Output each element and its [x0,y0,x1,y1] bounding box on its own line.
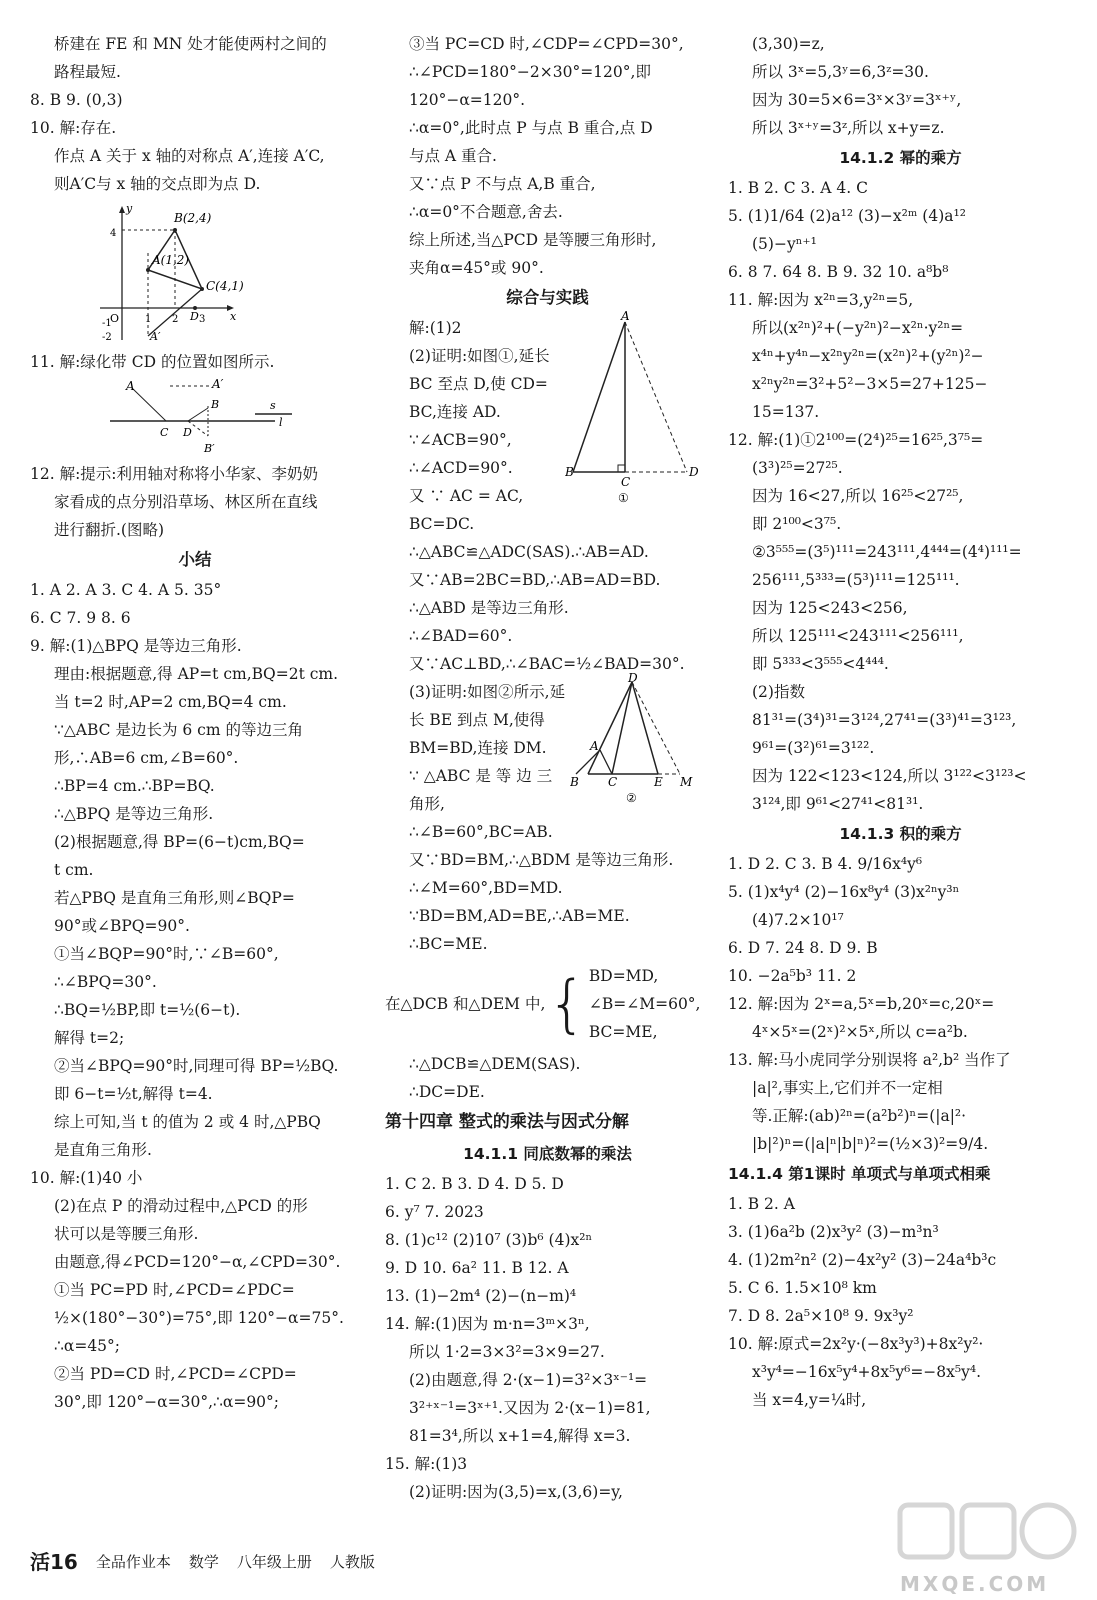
text-line: 则A′C与 x 轴的交点即为点 D. [54,175,261,193]
text-line: BC=DC. [409,515,475,533]
text-line: 5. C 6. 1.5×10⁸ km [728,1279,877,1297]
text-line: 4. (1)2m²n² (2)−4x²y² (3)−24a⁴b³c [728,1251,997,1269]
text-line: 若△PBQ 是直角三角形,则∠BQP= [54,889,295,907]
text-line: 12. 解:提示:利用轴对称将小华家、李奶奶 [30,465,319,483]
text-line: 10. 解:原式=2x²y·(−8x³y³)+8x²y²· [728,1335,984,1353]
text-line: 长 BE 到点 M,使得 [409,711,545,729]
text-line: 所以(x²ⁿ)²+(−y²ⁿ)²−x²ⁿ·y²ⁿ= [752,319,964,337]
book-name: 全品作业本 [95,1553,171,1571]
brace-lines [589,962,701,1046]
column-right [728,30,1073,1414]
answer-block [728,30,1073,142]
text-line: (3³)²⁵=27²⁵. [752,459,843,477]
text-line: 1. D 2. C 3. B 4. 9/16x⁴y⁶ [728,855,923,873]
text-line: ∴α=0°,此时点 P 与点 B 重合,点 D [409,119,653,137]
text-line: 10. 解:存在. [30,119,117,137]
text-line: 所以 3ˣ⁺ʸ=3ᶻ,所以 x+y=z. [752,119,945,137]
text-line: 理由:根据题意,得 AP=t cm,BQ=2t cm. [54,665,339,683]
text-line: 5. (1)1/64 (2)a¹² (3)−x²ᵐ (4)a¹² [728,207,966,225]
text-line: 5. (1)x⁴y⁴ (2)−16x⁸y⁴ (3)x²ⁿy³ⁿ [728,883,960,901]
fig2-label: A [126,379,135,393]
text-line: 15=137. [752,403,820,421]
fig4-label: C [608,775,618,789]
fig2-label: l [279,416,283,429]
text-line: 6. 8 7. 64 8. B 9. 32 10. a⁸b⁸ [728,263,949,281]
text-line: 当 t=2 时,AP=2 cm,BQ=4 cm. [54,693,287,711]
fig1-label: A(1,2) [152,253,190,267]
text-line: 夹角α=45°或 90°. [409,259,544,277]
text-line: 即 5³³³<3⁵⁵⁵<4⁴⁴⁴. [752,655,889,673]
grade-name: 八年级上册 [236,1553,312,1571]
answer-block [30,348,360,376]
text-line: ∴BQ=½BP,即 t=½(6−t). [54,1001,241,1019]
text-line: ①当 PC=PD 时,∠PCD=∠PDC= [54,1281,295,1299]
text-line: (2)指数 [752,683,805,701]
text-line: 路程最短. [54,63,121,81]
fig4-label: B [570,775,579,789]
text-line: 综上可知,当 t 的值为 2 或 4 时,△PBQ [54,1113,321,1131]
text-line: 因为 16<27,所以 16²⁵<27²⁵, [752,487,964,505]
text-line: 因为 122<123<124,所以 3¹²²<3¹²³< [752,767,1027,785]
text-line: 14. 解:(1)因为 m·n=3ᵐ×3ⁿ, [385,1315,590,1333]
text-line: ∴∠B=60°,BC=AB. [409,823,553,841]
text-line: 30°,即 120°−α=30°,∴α=90°; [54,1393,280,1411]
text-line: 所以 1·2=3×3²=3×9=27. [409,1343,605,1361]
lesson-title: 14.1.3 积的乘方 [839,825,962,843]
text-line: ∠B=∠M=60°, [588,995,701,1013]
text-line: 由题意,得∠PCD=120°−α,∠CPD=30°. [54,1253,341,1271]
text-line: t cm. [54,861,94,879]
answer-block [385,510,710,678]
answer-block [385,1170,710,1506]
fig1-label: 1 [145,314,152,325]
fig1-label: -1 [102,318,112,329]
text-line: 13. 解:马小虎同学分别误将 a²,b² 当作了 [728,1051,1011,1069]
text-line: (2)根据题意,得 BP=(6−t)cm,BQ= [54,833,305,851]
text-line: 3¹²⁴,即 9⁶¹<27⁴¹<81³¹. [752,795,924,813]
text-line: 9. 解:(1)△BPQ 是等边三角形. [30,637,242,655]
chapter-title: 第十四章 整式的乘法与因式分解 [385,1112,629,1132]
text-line: BC=ME, [588,1023,658,1041]
text-line: |a|²,事实上,它们并不一定相 [752,1079,943,1097]
text-line: ∴BC=ME. [409,935,488,953]
fig2-label: D [183,426,192,439]
text-line: ②当∠BPQ=90°时,同理可得 BP=½BQ. [54,1057,339,1075]
page-footer [30,1545,730,1579]
fig1-label: 3 [199,314,206,325]
text-line: 桥建在 FE 和 MN 处才能使两村之间的 [54,35,327,53]
text-line: ③当 PC=CD 时,∠CDP=∠CPD=30°, [409,35,684,53]
text-line: ∴△DCB≌△DEM(SAS). [409,1055,581,1073]
text-line: x²ⁿy²ⁿ=3²+5²−3×5=27+125− [752,375,988,393]
fig2-label: B′ [204,442,215,455]
coordinate-figure [30,198,360,348]
fig4-label: D [628,672,638,685]
text-line: (5)−yⁿ⁺¹ [752,235,817,253]
text-line: ∴△ABD 是等边三角形. [409,599,569,617]
text-line: 12. 解:(1)①2¹⁰⁰=(2⁴)²⁵=16²⁵,3⁷⁵= [728,431,984,449]
fig1-label: D [190,310,199,323]
answer-block [728,850,1073,1158]
text-line: BC,连接 AD. [409,403,501,421]
fig3-label: A [621,310,630,323]
text-line: 11. 解:因为 x²ⁿ=3,y²ⁿ=5, [728,291,914,309]
answer-block [30,576,360,1416]
text-line: 6. D 7. 24 8. D 9. B [728,939,878,957]
fig1-label: C(4,1) [206,279,244,293]
text-line: 又 ∵ AC = AC, [409,487,524,505]
answer-block [385,1050,710,1106]
text-line: ∴∠PCD=180°−2×30°=120°,即 [409,63,651,81]
text-line: 因为 125<243<256, [752,599,908,617]
text-line: x³y⁴=−16x⁵y⁴+8x⁵y⁶=−8x⁵y⁴. [752,1363,982,1381]
text-line: ∴∠ACD=90°. [409,459,513,477]
fig1-label: 4 [110,228,117,239]
text-line: 等.正解:(ab)²ⁿ=(a²b²)ⁿ=(|a|²· [752,1107,967,1125]
text-line: 4ˣ×5ˣ=(2ˣ)²×5ˣ,所以 c=a²b. [752,1023,968,1041]
fig1-label: x [230,310,237,323]
brace-system [385,962,710,1046]
text-line: 7. D 8. 2a⁵×10⁸ 9. 9x³y² [728,1307,914,1325]
lesson-title: 14.1.2 幂的乘方 [839,149,962,167]
text-line: 因为 30=5×6=3ˣ×3ʸ=3ˣ⁺ʸ, [752,91,962,109]
text-line: x⁴ⁿ+y⁴ⁿ−x²ⁿy²ⁿ=(x²ⁿ)²+(y²ⁿ)²− [752,347,984,365]
text-line: ②当 PD=CD 时,∠PCD=∠CPD= [54,1365,297,1383]
text-line: 角形, [409,795,445,813]
text-line: 6. y⁷ 7. 2023 [385,1203,484,1221]
fig4-label: ② [626,791,637,805]
text-line: 1. B 2. A [728,1195,795,1213]
fig4-label: A [590,739,599,753]
answer-block [385,30,710,282]
text-line: 1. C 2. B 3. D 4. D 5. D [385,1175,564,1193]
text-line: 即 6−t=½t,解得 t=4. [54,1085,213,1103]
fig2-label: A′ [212,377,224,391]
text-line: ∴DC=DE. [409,1083,485,1101]
text-line: ①当∠BQP=90°时,∵∠B=60°, [54,945,279,963]
column-left [30,30,360,1416]
fig4-label: M [680,775,693,789]
text-line: ∴△BPQ 是等边三角形. [54,805,214,823]
text-line: 3²⁺ˣ⁻¹=3ˣ⁺¹.又因为 2·(x−1)=81, [409,1399,651,1417]
text-line: ②3⁵⁵⁵=(3⁵)¹¹¹=243¹¹¹,4⁴⁴⁴=(4⁴)¹¹¹= [752,543,1022,561]
text-line: ½×(180°−30°)=75°,即 120°−α=75°. [54,1309,344,1327]
text-line: |b|²)ⁿ=(|a|ⁿ|b|ⁿ)²=(½×3)²=9/4. [752,1135,989,1153]
fig3-label: D [689,465,699,479]
fig2-label: s [270,399,276,412]
text-line: 81=3⁴,所以 x+1=4,解得 x=3. [409,1427,631,1445]
answer-block [385,678,565,818]
text-line: 解得 t=2; [54,1029,125,1047]
text-line: (2)证明:如图①,延长 [409,347,550,365]
text-line: (2)由题意,得 2·(x−1)=3²×3ˣ⁻¹= [409,1371,648,1389]
text-line: 9⁶¹=(3²)⁶¹=3¹²². [752,739,875,757]
fig1-label: A′ [150,330,161,343]
text-line: ∴α=45°; [54,1337,121,1355]
text-line: BM=BD,连接 DM. [409,739,547,757]
column-middle [385,30,710,1506]
text-line: 又∵BD=BM,∴△BDM 是等边三角形. [409,851,674,869]
text-line: 1. A 2. A 3. C 4. A 5. 35° [30,581,222,599]
answer-block [30,460,360,544]
fig1-label: -2 [102,332,112,343]
text-line: ∴∠BAD=60°. [409,627,513,645]
answer-block [728,174,1073,818]
text-line: 90°或∠BPQ=90°. [54,917,190,935]
text-line: 是直角三角形. [54,1141,152,1159]
text-line: 所以 3ˣ=5,3ʸ=6,3ᶻ=30. [752,63,929,81]
text-line: BC 至点 D,使 CD= [409,375,548,393]
text-line: 81³¹=(3⁴)³¹=3¹²⁴,27⁴¹=(3³)⁴¹=3¹²³, [752,711,1017,729]
text-line: 8. (1)c¹² (2)10⁷ (3)b⁶ (4)x²ⁿ [385,1231,593,1249]
text-line: 解:(1)2 [409,319,462,337]
text-line: 9. D 10. 6a² 11. B 12. A [385,1259,569,1277]
watermark-site: MXQE.COM [900,1572,1050,1596]
edition-name: 人教版 [329,1553,375,1571]
text-line: 家看成的点分别沿草场、林区所在直线 [54,493,318,511]
text-line: ∴BP=4 cm.∴BP=BQ. [54,777,215,795]
text-line: ∴△ABC≌△ADC(SAS).∴AB=AD. [409,543,649,561]
fig1-label: 2 [172,314,179,325]
text-line: 又∵AB=2BC=BD,∴AB=AD=BD. [409,571,661,589]
text-line: 11. 解:绿化带 CD 的位置如图所示. [30,353,275,371]
text-line: (4)7.2×10¹⁷ [752,911,844,929]
text-line: ∵BD=BM,AD=BE,∴AB=ME. [409,907,630,925]
text-line: 15. 解:(1)3 [385,1455,468,1473]
text-line: (2)证明:因为(3,5)=x,(3,6)=y, [409,1483,623,1501]
text-line: ∵△ABC 是边长为 6 cm 的等边三角 [54,721,303,739]
text-line: 进行翻折.(图略) [54,521,165,539]
greenbelt-figure [30,376,360,460]
text-line: 综上所述,当△PCD 是等腰三角形时, [409,231,657,249]
fig1-label: B(2,4) [174,211,212,225]
text-line: ∴∠BPQ=30°. [54,973,157,991]
lesson-title: 14.1.4 第1课时 单项式与单项式相乘 [728,1165,991,1183]
page-number: 活16 [30,1550,78,1574]
section-heading-summary: 小结 [178,550,212,569]
brace-icon: { [547,967,587,1040]
subject-name: 数学 [188,1553,219,1571]
answer-block [728,1190,1073,1414]
text-line: 8. B 9. (0,3) [30,91,123,109]
text-line: 又∵点 P 不与点 A,B 重合, [409,175,596,193]
fig1-label: y [126,202,133,215]
text-line: 3. (1)6a²b (2)x³y² (3)−m³n³ [728,1223,939,1241]
fig3-label: C [621,475,631,489]
text-line: 10. 解:(1)40 小 [30,1169,143,1187]
fig2-label: C [160,426,169,439]
text-line: 作点 A 关于 x 轴的对称点 A′,连接 A′C, [54,147,325,165]
answer-block [385,314,565,510]
fig3-label: ① [618,491,629,505]
text-line: 12. 解:因为 2ˣ=a,5ˣ=b,20ˣ=c,20ˣ= [728,995,995,1013]
fig2-label: B [211,398,220,411]
text-line: BD=MD, [588,967,659,985]
text-line: 所以 125¹¹¹<243¹¹¹<256¹¹¹, [752,627,964,645]
section-heading-practice: 综合与实践 [506,288,589,307]
text-line: ∴∠M=60°,BD=MD. [409,879,563,897]
text-line: 当 x=4,y=¼时, [752,1391,867,1409]
lesson-title: 14.1.1 同底数幂的乘法 [463,1145,632,1163]
text-line: 13. (1)−2m⁴ (2)−(n−m)⁴ [385,1287,577,1305]
fig1-label: O [110,312,120,325]
text-line: ∵ △ABC 是 等 边 三 [409,767,553,785]
brace-prefix: 在△DCB 和△DEM 中, [385,995,546,1013]
answer-block [30,30,360,198]
text-line: 与点 A 重合. [409,147,497,165]
text-line: 120°−α=120°. [409,91,526,109]
answer-block [385,818,710,958]
text-line: 10. −2a⁵b³ 11. 2 [728,967,857,985]
text-line: (2)在点 P 的滑动过程中,△PCD 的形 [54,1197,308,1215]
text-line: (3,30)=z, [752,35,825,53]
fig3-label: B [565,465,574,479]
text-line: 又∵AC⊥BD,∴∠BAC=½∠BAD=30°. [409,655,685,673]
triangle-figure-1 [565,310,710,510]
triangle-figure-2 [570,672,710,822]
text-line: 6. C 7. 9 8. 6 [30,609,131,627]
text-line: ∵∠ACB=90°, [409,431,512,449]
text-line: 1. B 2. C 3. A 4. C [728,179,868,197]
text-line: 即 2¹⁰⁰<3⁷⁵. [752,515,842,533]
text-line: 256¹¹¹,5³³³=(5³)¹¹¹=125¹¹¹. [752,571,960,589]
text-line: 形,∴AB=6 cm,∠B=60°. [54,749,239,767]
fig4-label: E [654,775,663,789]
text-line: 状可以是等腰三角形. [54,1225,199,1243]
text-line: (3)证明:如图②所示,延 [409,683,565,701]
text-line: ∴α=0°不合题意,舍去. [409,203,563,221]
